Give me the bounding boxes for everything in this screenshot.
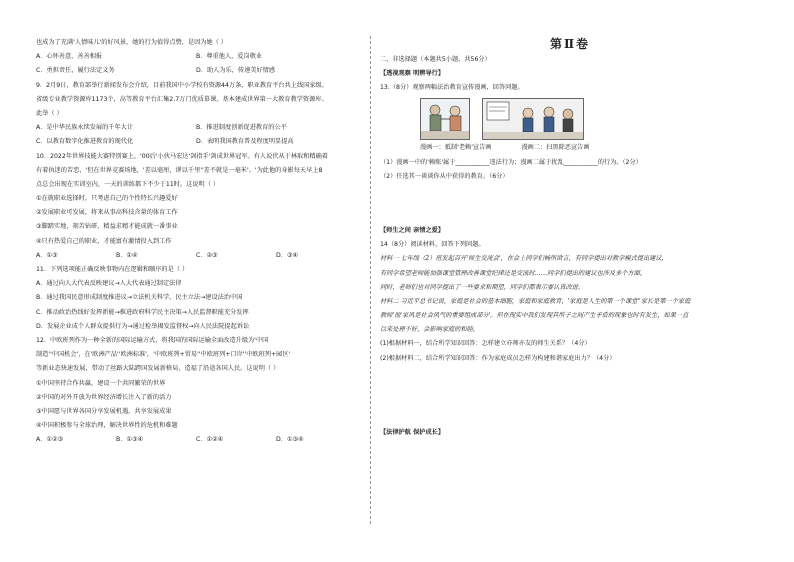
q13-stem: 13.（8分）观察两幅法治教育宣传漫画，回答问题。 bbox=[380, 84, 524, 92]
comic-one-drawing bbox=[421, 99, 469, 139]
q10-line-2: 有着执迷的苦恋，'但在世界竞赛场地，'差以毫厘，谬以千里''差不就是一毫米'。'为此他的身影每天早上8 bbox=[36, 166, 323, 174]
q14-sub-2: (2)根据材料二，结合所学知识回答：作为家庭成员怎样为构建和谐家庭出力？（4分） bbox=[380, 354, 616, 362]
block2-heading: 【师生之间 亲情之爱】 bbox=[380, 226, 445, 234]
q9-option-d: D．表明我国教育普及程度明显提高 bbox=[196, 138, 294, 146]
q12-option-a: A．①②③ bbox=[36, 436, 64, 444]
q10-item-4: ④只有热爱自己的职业，才能富有激情投入到工作 bbox=[36, 237, 172, 245]
comic-two-image bbox=[482, 98, 584, 140]
q14-material1-line-3: 同时，老师们也对同学提出了一些要求和期望，同学们都表示要认真改进。 bbox=[380, 283, 585, 291]
q12-option-c: C．①②④ bbox=[196, 436, 224, 444]
q11-option-c: C．推动政治热线好发挥新能→推进政府科学民主决策→人民监督职能充分发挥 bbox=[36, 308, 249, 316]
q9-line-3: 此举（ ） bbox=[36, 109, 63, 117]
q9-option-c: C．以教育数字化推进教育的现代化 bbox=[36, 138, 134, 146]
q12-option-b: B．①③④ bbox=[116, 436, 144, 444]
right-column bbox=[380, 38, 760, 442]
q12-options bbox=[36, 435, 356, 444]
q8-options-row1 bbox=[36, 52, 356, 61]
answer-space-q14 bbox=[380, 368, 760, 398]
q12-line-2: 制造''中国机会'，在'欧洲产品''欧洲标准'，'中欧班列+贸易''中欧班列+口岸''中欧班列+园区' bbox=[36, 351, 291, 359]
answer-space-q14b bbox=[380, 398, 760, 428]
q10-option-b: B．①④ bbox=[116, 251, 138, 259]
q8-option-d: D．助人为乐，传递美好情感 bbox=[196, 67, 276, 75]
q10-item-3: ③脚踏实地、刻苦钻研、精益求精才能成就一番事业 bbox=[36, 223, 178, 231]
column-divider bbox=[370, 36, 371, 524]
q14-stem: 14（8分）阅读材料，回答下列问题。 bbox=[380, 241, 485, 249]
q9-option-a: A．是中华民族永续发展的千年大计 bbox=[36, 124, 134, 132]
q13-captions bbox=[420, 143, 760, 152]
comic-one-caption: 漫画一：抵制'老赖'宣告画 bbox=[420, 143, 492, 151]
comic-two-drawing bbox=[483, 99, 583, 139]
q9-options-row2 bbox=[36, 137, 356, 146]
q13-comics bbox=[420, 98, 760, 140]
q14-material2-line-2: 教师'他'家风是社会风气的重要组成部分'。但在现实中我们发现其所子之间产生矛盾的现象也时有发生，如果一直 bbox=[380, 312, 689, 320]
q9-options-row1 bbox=[36, 123, 356, 132]
left-column bbox=[36, 38, 356, 449]
comic-one-image bbox=[420, 98, 470, 140]
q11-option-b: B．通过我国民意形成制度推进议→立法机关科学、民主立法→建设法治中国 bbox=[36, 294, 243, 302]
block1-heading: 【透视观察 明辨导行】 bbox=[380, 70, 445, 78]
q12-item-1: ①中国坚持合作共赢，建设一个共同繁荣的世界 bbox=[36, 379, 166, 387]
q12-line-3: 等新业态快速发展，带动了丝路大陆跨国发展新格局，造福了沿途各国人民。这说明（ ） bbox=[36, 365, 280, 373]
answer-space-q13 bbox=[380, 186, 760, 226]
q10-option-c: C．②③ bbox=[196, 251, 218, 259]
q10-item-2: ②发展职业可发展，将来从事高科技含量的体育工作 bbox=[36, 209, 178, 217]
q10-item-1: ①在就职业选择时，只考虑自己的个性特长兴趣爱好 bbox=[36, 195, 178, 203]
section-title: 第Ⅱ卷 bbox=[549, 37, 591, 51]
q9-line-2: 省级专业教学资源库1173个，高等教育平台汇集2.7万门优质慕课，基本建成世界第一大教育教学资源库。 bbox=[36, 95, 328, 103]
q9-option-b: B．推进制度创新促进教育的公平 bbox=[196, 124, 287, 132]
q11-option-d: D．发展企业成个人群众提供行为→通过检举揭发监督权→向人民法院提起诉讼 bbox=[36, 322, 250, 330]
q14-material1-line-2: 有同学希望老师能加强课堂管理改善课堂纪律还是交流时……同学们提出的建议也涉及多个方面， bbox=[380, 269, 647, 277]
q14-sub-1: (1)根据材料一，结合所学知识回答：怎样建立亦师亦友的师生关系？（4分） bbox=[380, 340, 591, 348]
q12-line-1: 12．中欧班列作为一种全新的国际运输方式，将我国的国际运输全面改造升级为'中国 bbox=[36, 336, 269, 344]
q10-option-d: D．③④ bbox=[276, 251, 299, 259]
q12-option-d: D．①③④ bbox=[276, 436, 304, 444]
comic-two-caption: 漫画二：扫黑除恶宣告画 bbox=[521, 143, 590, 151]
q12-item-3: ③中国愿与世界各国分享发展机遇，共享发展成果 bbox=[36, 407, 172, 415]
q9-line-1: 9．2月9日，教育部举行新闻发布会介绍，目前我国中小学校有资源44万条，职业教育平台共上线国家级、 bbox=[36, 81, 328, 89]
q10-options bbox=[36, 251, 356, 260]
section-intro: 二、非选择题（本题共5小题，共56分） bbox=[380, 56, 491, 63]
q11-stem: 11．下列选项能正确反映事物内在逻辑和顺序的是（ ） bbox=[36, 266, 189, 273]
q11-option-a: A．通过向人大代表反映建议→人大代表通过制定法律 bbox=[36, 280, 182, 288]
q8-option-b: B．尊重他人，爱岗敬业 bbox=[196, 53, 263, 61]
q10-line-1: 10．2022年世界技能大赛特别赛上，'00后'小伙马宏达'剑指手'剑成世界冠军。有人说伏从于林取和精确着 bbox=[36, 152, 328, 160]
q12-item-4: ④中国积极参与全球治理，解决世界性的危机和难题 bbox=[36, 422, 178, 430]
q10-line-3: 点总会出现在实训室内，一天的训练都下不少于11时。这说明（ ） bbox=[36, 180, 220, 188]
q10-option-a: A．①③ bbox=[36, 251, 58, 259]
q8-options-row2 bbox=[36, 66, 356, 75]
q14-material2-line-1: 材料二 习近平总书记说，家庭是社会的基本细胞，家庭和家庭教育，'家庭是人生的第一个课堂''家长是第一个家庭 bbox=[380, 297, 691, 305]
q8-continuation: 也成为了充满'人情味儿'的好风景，她的行为值得点赞，是因为她（ ） bbox=[36, 39, 227, 46]
q14-material2-line-3: 以来处理不好，会影响家庭的和睦。 bbox=[380, 326, 479, 334]
q8-option-c: C．勇担责任，履行法定义务 bbox=[36, 67, 115, 75]
q13-sub-2: （2）任选其一谈谈你从中获得的教育。（6分） bbox=[380, 172, 509, 180]
block3-heading: 【法律护航 保护成长】 bbox=[380, 428, 445, 436]
q12-item-2: ②中国的对外开放为世界经济增长注入了新的活力 bbox=[36, 393, 172, 401]
q13-sub-1: （1）漫画一中的'赖账'属于___________违法行为；漫画二属于扰乱___________的行为。（2分） bbox=[380, 158, 642, 166]
q8-option-a: A．心怀善意，善善相报 bbox=[36, 53, 103, 61]
q14-material1-line-1: 材料一 七年级（2）班发起召开'师生交流会'，在会上同学们畅所欲言，有同学提出对教学模式提出建议， bbox=[380, 255, 668, 263]
